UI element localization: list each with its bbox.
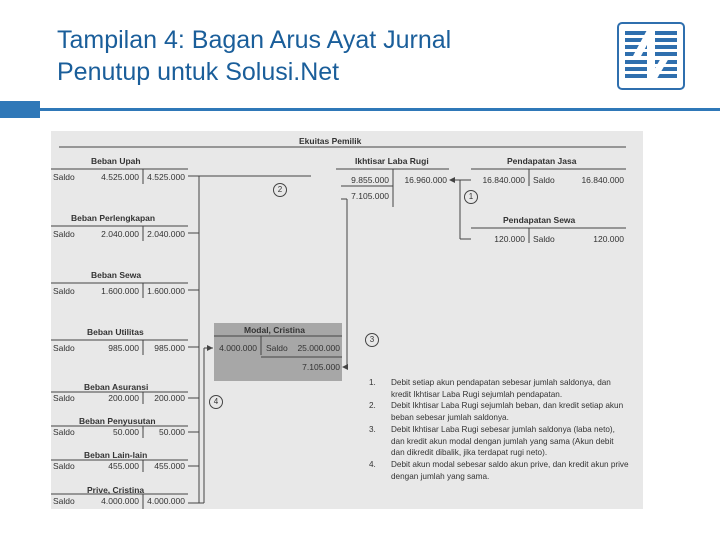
step-4-number: 4. xyxy=(369,460,376,469)
beban-lain-title: Beban Lain-lain xyxy=(84,450,148,460)
step-4-text: Debit akun modal sebesar saldo akun prive, dan kredit akun prive dengan jumlah yang sama. xyxy=(391,460,629,481)
ikhtisar-credit: 16.960.000 xyxy=(404,175,447,185)
accent-bar xyxy=(0,101,40,118)
pendapatan-jasa-debit: 16.840.000 xyxy=(482,175,525,185)
beban-asuransi-debit: 200.000 xyxy=(108,393,139,403)
beban-sewa-saldo-label: Saldo xyxy=(53,286,75,296)
beban-upah-title: Beban Upah xyxy=(91,156,141,166)
beban-perlengkapan-saldo-label: Saldo xyxy=(53,229,75,239)
modal-saldo: 25.000.000 xyxy=(297,343,340,353)
logo-icon xyxy=(617,22,685,90)
modal-debit: 4.000.000 xyxy=(219,343,257,353)
equity-header: Ekuitas Pemilik xyxy=(299,136,362,146)
slide-title xyxy=(57,24,597,88)
slide-title-line-1: Tampilan 4: Bagan Arus Ayat Jurnal xyxy=(57,26,452,54)
beban-utilitas-credit: 985.000 xyxy=(154,343,185,353)
beban-upah-credit: 4.525.000 xyxy=(147,172,185,182)
beban-asuransi-credit: 200.000 xyxy=(154,393,185,403)
pendapatan-jasa-saldo: 16.840.000 xyxy=(581,175,624,185)
beban-sewa-credit: 1.600.000 xyxy=(147,286,185,296)
step-3-text: Debit Ikhtisar Laba Rugi sebesar jumlah saldonya (laba neto), dan kredit akun modal dengan jumlah yang sama (Akun debit dan dikredit dibalik, jika terdapat rugi neto). xyxy=(391,425,615,457)
beban-lain-debit: 455.000 xyxy=(108,461,139,471)
pendapatan-sewa-saldo-label: Saldo xyxy=(533,234,555,244)
logo xyxy=(617,22,685,90)
pendapatan-jasa-title: Pendapatan Jasa xyxy=(507,156,577,166)
beban-perlengkapan-credit: 2.040.000 xyxy=(147,229,185,239)
pendapatan-sewa-debit: 120.000 xyxy=(494,234,525,244)
beban-upah-saldo-label: Saldo xyxy=(53,172,75,182)
step-3-number: 3. xyxy=(369,425,376,434)
beban-lain-credit: 455.000 xyxy=(154,461,185,471)
step-marker-3: 3 xyxy=(365,333,379,347)
step-1-number: 1. xyxy=(369,378,376,387)
modal-credit-2: 7.105.000 xyxy=(302,362,340,372)
beban-utilitas-debit: 985.000 xyxy=(108,343,139,353)
modal-title: Modal, Cristina xyxy=(244,325,305,335)
beban-asuransi-saldo-label: Saldo xyxy=(53,393,75,403)
beban-asuransi-title: Beban Asuransi xyxy=(84,382,149,392)
pendapatan-sewa-title: Pendapatan Sewa xyxy=(503,215,576,225)
pendapatan-sewa-saldo: 120.000 xyxy=(593,234,624,244)
modal-saldo-label: Saldo xyxy=(266,343,288,353)
beban-upah-debit: 4.525.000 xyxy=(101,172,139,182)
beban-penyusutan-title: Beban Penyusutan xyxy=(79,416,156,426)
beban-sewa-title: Beban Sewa xyxy=(91,270,142,280)
ikhtisar-title: Ikhtisar Laba Rugi xyxy=(355,156,429,166)
step-2-text: Debit Ikhtisar Laba Rugi sejumlah beban, dan kredit setiap akun beban sebesar jumlah saldonya. xyxy=(391,401,624,422)
beban-sewa-debit: 1.600.000 xyxy=(101,286,139,296)
prive-saldo-label: Saldo xyxy=(53,496,75,506)
step-marker-4: 4 xyxy=(209,395,223,409)
beban-penyusutan-credit: 50.000 xyxy=(159,427,185,437)
step-marker-1: 1 xyxy=(464,190,478,204)
closing-entries-flowchart xyxy=(51,131,643,509)
prive-credit: 4.000.000 xyxy=(147,496,185,506)
beban-utilitas-title: Beban Utilitas xyxy=(87,327,144,337)
beban-penyusutan-debit: 50.000 xyxy=(113,427,139,437)
prive-debit: 4.000.000 xyxy=(101,496,139,506)
beban-perlengkapan-debit: 2.040.000 xyxy=(101,229,139,239)
step-1-text: Debit setiap akun pendapatan sebesar jumlah saldonya, dan kredit Ikhtisar Laba Rugi sejumlah pendapatan. xyxy=(391,378,611,399)
beban-penyusutan-saldo-label: Saldo xyxy=(53,427,75,437)
pendapatan-jasa-saldo-label: Saldo xyxy=(533,175,555,185)
slide-title-line-2: Penutup untuk Solusi.Net xyxy=(57,58,340,86)
divider-line xyxy=(40,108,720,111)
ikhtisar-debit-1: 9.855.000 xyxy=(351,175,389,185)
step-marker-2: 2 xyxy=(273,183,287,197)
beban-utilitas-saldo-label: Saldo xyxy=(53,343,75,353)
ikhtisar-debit-2: 7.105.000 xyxy=(351,191,389,201)
step-2-number: 2. xyxy=(369,401,376,410)
beban-lain-saldo-label: Saldo xyxy=(53,461,75,471)
beban-perlengkapan-title: Beban Perlengkapan xyxy=(71,213,156,223)
prive-title: Prive, Cristina xyxy=(87,485,145,495)
